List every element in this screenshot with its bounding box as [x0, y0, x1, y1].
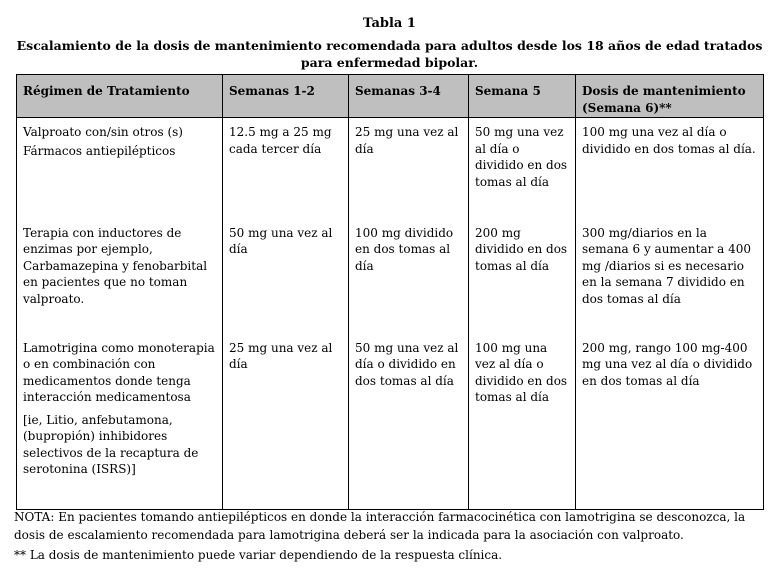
- header-semanas-1-2: Semanas 1-2: [223, 75, 349, 118]
- table-notes: [14, 509, 772, 565]
- regimen-text: [ie, Litio, anfebutamona, (bupropión) inhibidores selectivos de la recaptura de serotonina (ISRS)]: [23, 412, 199, 476]
- header-regimen: Régimen de Tratamiento: [17, 75, 223, 118]
- cell-regimen: [17, 118, 223, 219]
- regimen-text: Fármacos antiepilépticos: [23, 143, 176, 158]
- table-row: [17, 118, 764, 219]
- cell-regimen: [17, 219, 223, 334]
- regimen-text: Valproato con/sin otros (s): [23, 125, 183, 139]
- regimen-text: Lamotrigina como monoterapia o en combinación con medicamentos donde tenga interacción medicamentosa: [23, 340, 215, 404]
- cell-regimen: [17, 334, 223, 510]
- cell-mantenimiento: 100 mg una vez al día o dividido en dos tomas al día.: [576, 118, 764, 219]
- regimen-text: Terapia con inductores de enzimas por ejemplo, Carbamazepina y fenobarbital en pacientes que no toman valproato.: [23, 225, 208, 306]
- cell-semana-5: 50 mg una vez al día o dividido en dos tomas al día: [469, 118, 576, 219]
- cell-semanas-3-4: 25 mg una vez al día: [349, 118, 469, 219]
- table-subtitle: Escalamiento de la dosis de mantenimiento recomendada para adultos desde los 18 años de edad tratados para enfermedad bipolar.: [16, 38, 763, 70]
- table-row: [17, 334, 764, 510]
- cell-semana-5: 100 mg una vez al día o dividido en dos tomas al día: [469, 334, 576, 510]
- header-semanas-3-4: Semanas 3-4: [349, 75, 469, 118]
- cell-semana-5: 200 mg dividido en dos tomas al día: [469, 219, 576, 334]
- table-row: [17, 219, 764, 334]
- note-text: NOTA: En pacientes tomando antiepilépticos en donde la interacción farmacocinética con lamotrigina se desconozca, la dosis de escalamiento recomendada para lamotrigina deberá ser la indicada para la asociación con valproato.: [14, 510, 746, 542]
- dosing-table: [16, 74, 764, 510]
- note-text: ** La dosis de mantenimiento puede variar dependiendo de la respuesta clínica.: [14, 548, 503, 562]
- header-semana-5: Semana 5: [469, 75, 576, 118]
- cell-semanas-1-2: 25 mg una vez al día: [223, 334, 349, 510]
- cell-semanas-1-2: 12.5 mg a 25 mg cada tercer día: [223, 118, 349, 219]
- table-title: Tabla 1: [363, 16, 416, 31]
- cell-mantenimiento: 300 mg/diarios en la semana 6 y aumentar a 400 mg /diarios si es necesario en la semana 7 dividido en dos tomas al día: [576, 219, 764, 334]
- cell-semanas-3-4: 50 mg una vez al día o dividido en dos tomas al día: [349, 334, 469, 510]
- cell-semanas-1-2: 50 mg una vez al día: [223, 219, 349, 334]
- header-mantenimiento: Dosis de mantenimiento (Semana 6)**: [576, 75, 764, 118]
- cell-mantenimiento: 200 mg, rango 100 mg-400 mg una vez al día o dividido en dos tomas al día: [576, 334, 764, 510]
- table-header-row: [17, 75, 764, 118]
- cell-semanas-3-4: 100 mg dividido en dos tomas al día: [349, 219, 469, 334]
